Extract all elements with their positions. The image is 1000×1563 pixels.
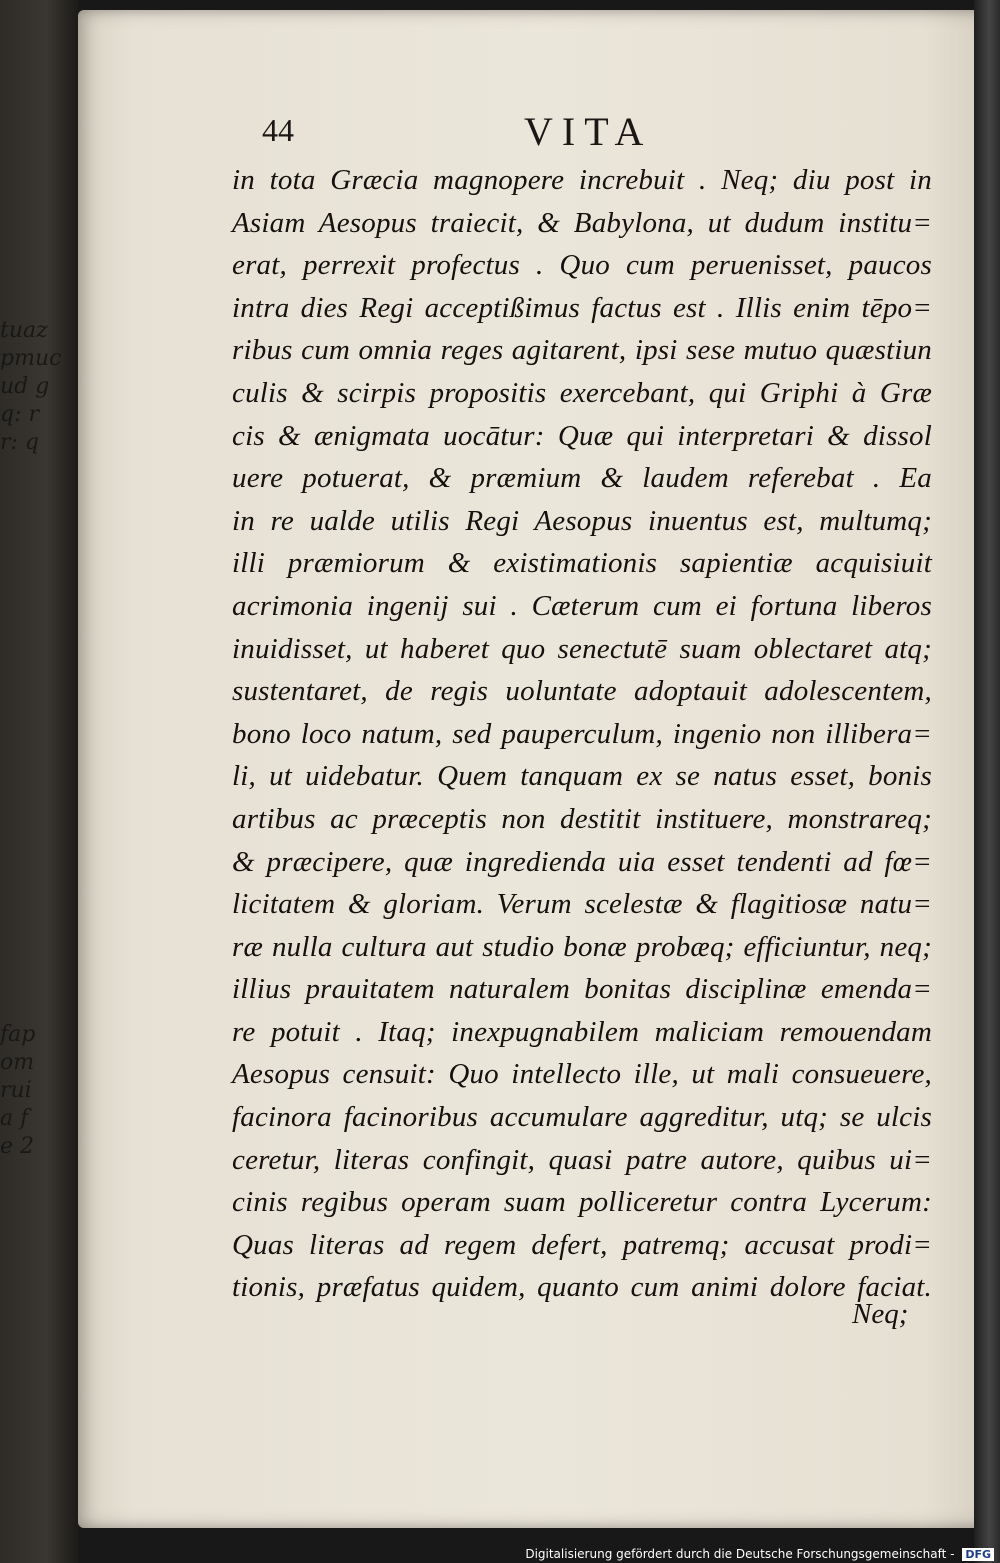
text-line: in re ualde utilis Regi Aesopus inuentus est, multumq;: [232, 504, 932, 537]
text-line: ceretur, literas confingit, quasi patre autore, quibus ui=: [232, 1143, 932, 1176]
body-text: [232, 159, 932, 1309]
text-line: ræ nulla cultura aut studio bonæ probæq; efficiuntur, neq;: [232, 930, 932, 963]
adjacent-page-text: r: q: [0, 430, 40, 455]
page-number: 44: [262, 112, 294, 148]
text-line: erat, perrexit profectus . Quo cum peruenisset, paucos: [232, 249, 932, 282]
catchword: Neq;: [852, 1298, 909, 1330]
adjacent-page-edge: [0, 0, 78, 1563]
text-line: illius prauitatem naturalem bonitas disciplinæ emenda=: [232, 973, 932, 1006]
text-line: tionis, præfatus quidem, quanto cum animi dolore faciat.: [232, 1271, 932, 1304]
adjacent-page-text: ud g: [0, 374, 50, 399]
text-line: facinora facinoribus accumulare aggreditur, utq; se ulcis: [232, 1101, 932, 1134]
text-line: acrimonia ingenij sui . Cæterum cum ei fortuna liberos: [232, 589, 932, 622]
text-line: inuidisset, ut haberet quo senectutē suam oblectaret atq;: [232, 632, 932, 665]
text-line: sustentaret, de regis uoluntate adoptauit adolescentem,: [232, 675, 932, 708]
text-line: uere potuerat, & præmium & laudem referebat . Ea: [232, 462, 932, 495]
text-line: in tota Græcia magnopere increbuit . Neq; diu post in: [232, 164, 932, 196]
dfg-logo: DFG: [962, 1548, 994, 1561]
adjacent-page-text: om: [0, 1050, 35, 1075]
scan-border: [974, 0, 1000, 1563]
adjacent-page-text: tuaz: [0, 318, 48, 343]
adjacent-page-text: a f: [0, 1106, 29, 1131]
text-line: culis & scirpis propositis exercebant, qui Griphi à Græ: [232, 376, 932, 409]
text-line: intra dies Regi acceptißimus factus est . Illis enim tēpo=: [232, 291, 932, 324]
adjacent-page-text: rui: [0, 1078, 32, 1103]
text-line: Quas literas ad regem defert, patremq; accusat prodi=: [232, 1228, 932, 1261]
text-line: Asiam Aesopus traiecit, & Babylona, ut dudum institu=: [232, 206, 932, 239]
text-line: cis & ænigmata uocātur: Quæ qui interpretari & dissol: [232, 419, 932, 452]
text-line: bono loco natum, sed pauperculum, ingenio non illibera=: [232, 717, 932, 750]
text-line: artibus ac præceptis non destitit instituere, monstrareq;: [232, 802, 932, 835]
adjacent-page-text: e 2: [0, 1134, 35, 1159]
adjacent-page-text: fap: [0, 1022, 36, 1047]
text-line: li, ut uidebatur. Quem tanquam ex se natus esset, bonis: [232, 760, 932, 793]
text-line: Aesopus censuit: Quo intellecto ille, ut mali consueuere,: [232, 1058, 932, 1091]
text-line: & præcipere, quæ ingredienda uia esset tendenti ad fœ=: [232, 845, 932, 878]
text-line: ribus cum omnia reges agitarent, ipsi sese mutuo quæstiun: [232, 334, 932, 367]
adjacent-page-text: q: r: [0, 402, 40, 427]
text-line: cinis regibus operam suam polliceretur contra Lycerum:: [232, 1186, 932, 1219]
running-head: VITA: [524, 109, 653, 154]
adjacent-page-text: pmuc: [0, 346, 62, 371]
text-line: illi præmiorum & existimationis sapientiæ acquisiuit: [232, 547, 932, 580]
text-line: licitatem & gloriam. Verum scelestæ & flagitiosæ natu=: [232, 888, 932, 921]
digitization-credit: [525, 1547, 994, 1561]
text-line: re potuit . Itaq; inexpugnabilem maliciam remouendam: [232, 1015, 932, 1048]
credit-text: Digitalisierung gefördert durch die Deutsche Forschungsgemeinschaft -: [525, 1547, 955, 1561]
